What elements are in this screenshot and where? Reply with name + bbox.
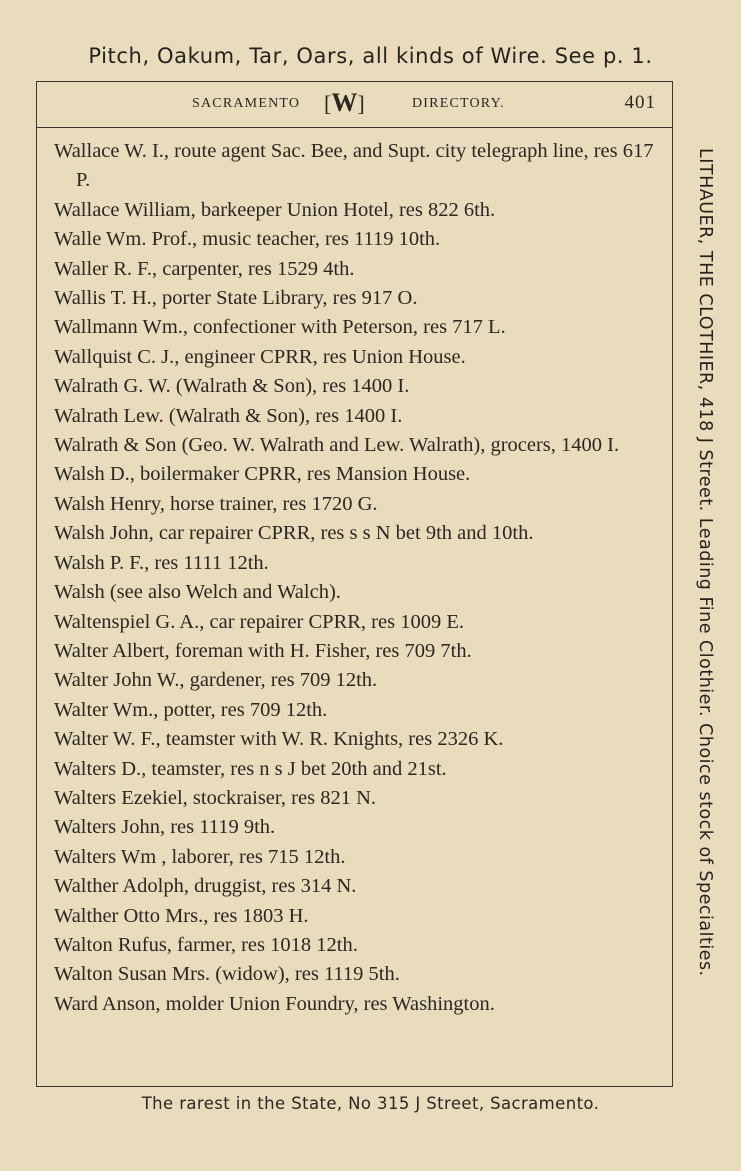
side-advertisement: LITHAUER, THE CLOTHIER, 418 J Street. Leading Fine Clothier. Choice stock of Specialties. (695, 148, 715, 977)
directory-entry: Walters Wm , laborer, res 715 12th. (54, 845, 346, 868)
section-letter (324, 88, 365, 118)
directory-entry: Ward Anson, molder Union Foundry, res Washington. (54, 992, 495, 1015)
directory-entry: Walton Susan Mrs. (widow), res 1119 5th. (54, 963, 400, 986)
directory-entry: Walrath G. W. (Walrath & Son), res 1400 I. (54, 375, 410, 398)
directory-entry: Walters John, res 1119 9th. (54, 816, 276, 839)
running-head-word: DIRECTORY. (412, 96, 505, 111)
directory-entries (54, 137, 666, 1019)
directory-entry: Walrath Lew. (Walrath & Son), res 1400 I. (54, 404, 403, 427)
bracket-open: [ (324, 91, 332, 116)
page-number: 401 (624, 92, 656, 113)
directory-entry: Walther Adolph, druggist, res 314 N. (54, 875, 357, 898)
directory-entry: Walters Ezekiel, stockraiser, res 821 N. (54, 786, 376, 809)
bottom-advertisement: The rarest in the State, No 315 J Street, Sacramento. (141, 1094, 600, 1113)
directory-entry: Walter Wm., potter, res 709 12th. (54, 698, 328, 721)
directory-entry: Walsh D., boilermaker CPRR, res Mansion House. (54, 463, 471, 486)
header-rule (36, 127, 673, 128)
directory-entry: Walsh Henry, horse trainer, res 1720 G. (54, 492, 378, 515)
directory-entry: Walsh (see also Welch and Walch). (54, 581, 341, 604)
directory-entry: Wallmann Wm., confectioner with Peterson, res 717 L. (54, 316, 506, 339)
directory-entry: Walter Albert, foreman with H. Fisher, res 709 7th. (54, 639, 472, 662)
directory-entry: Walsh John, car repairer CPRR, res s s N bet 9th and 10th. (54, 522, 534, 545)
directory-entry: Walrath & Son (Geo. W. Walrath and Lew. Walrath), grocers, 1400 I. (54, 434, 620, 457)
directory-entry: Walter John W., gardener, res 709 12th. (54, 669, 378, 692)
directory-entry: Wallace William, barkeeper Union Hotel, res 822 6th. (54, 198, 496, 221)
directory-entry: Walsh P. F., res 1111 12th. (54, 551, 269, 574)
top-advertisement: Pitch, Oakum, Tar, Oars, all kinds of Wire. See p. 1. (88, 44, 653, 68)
section-letter-text: W (331, 88, 358, 117)
directory-entry: Walter W. F., teamster with W. R. Knights, res 2326 K. (54, 728, 504, 751)
right-margin-rule (672, 81, 673, 1087)
running-head-title: SACRAMENTO (192, 96, 301, 111)
directory-entry: Waller R. F., carpenter, res 1529 4th. (54, 257, 355, 280)
directory-entry: Walle Wm. Prof., music teacher, res 1119 10th. (54, 228, 441, 251)
bracket-close: ] (357, 91, 365, 116)
directory-entry: Walton Rufus, farmer, res 1018 12th. (54, 933, 358, 956)
directory-entry: Waltenspiel G. A., car repairer CPRR, res 1009 E. (54, 610, 464, 633)
running-head (44, 88, 660, 122)
directory-entry: Wallis T. H., porter State Library, res 917 O. (54, 287, 418, 310)
directory-entry: Wallace W. I., route agent Sac. Bee, and Supt. city telegraph line, res 617 P. (54, 140, 654, 192)
directory-entry: Wallquist C. J., engineer CPRR, res Union House. (54, 345, 466, 368)
directory-entry: Walters D., teamster, res n s J bet 20th and 21st. (54, 757, 447, 780)
directory-entry: Walther Otto Mrs., res 1803 H. (54, 904, 309, 927)
